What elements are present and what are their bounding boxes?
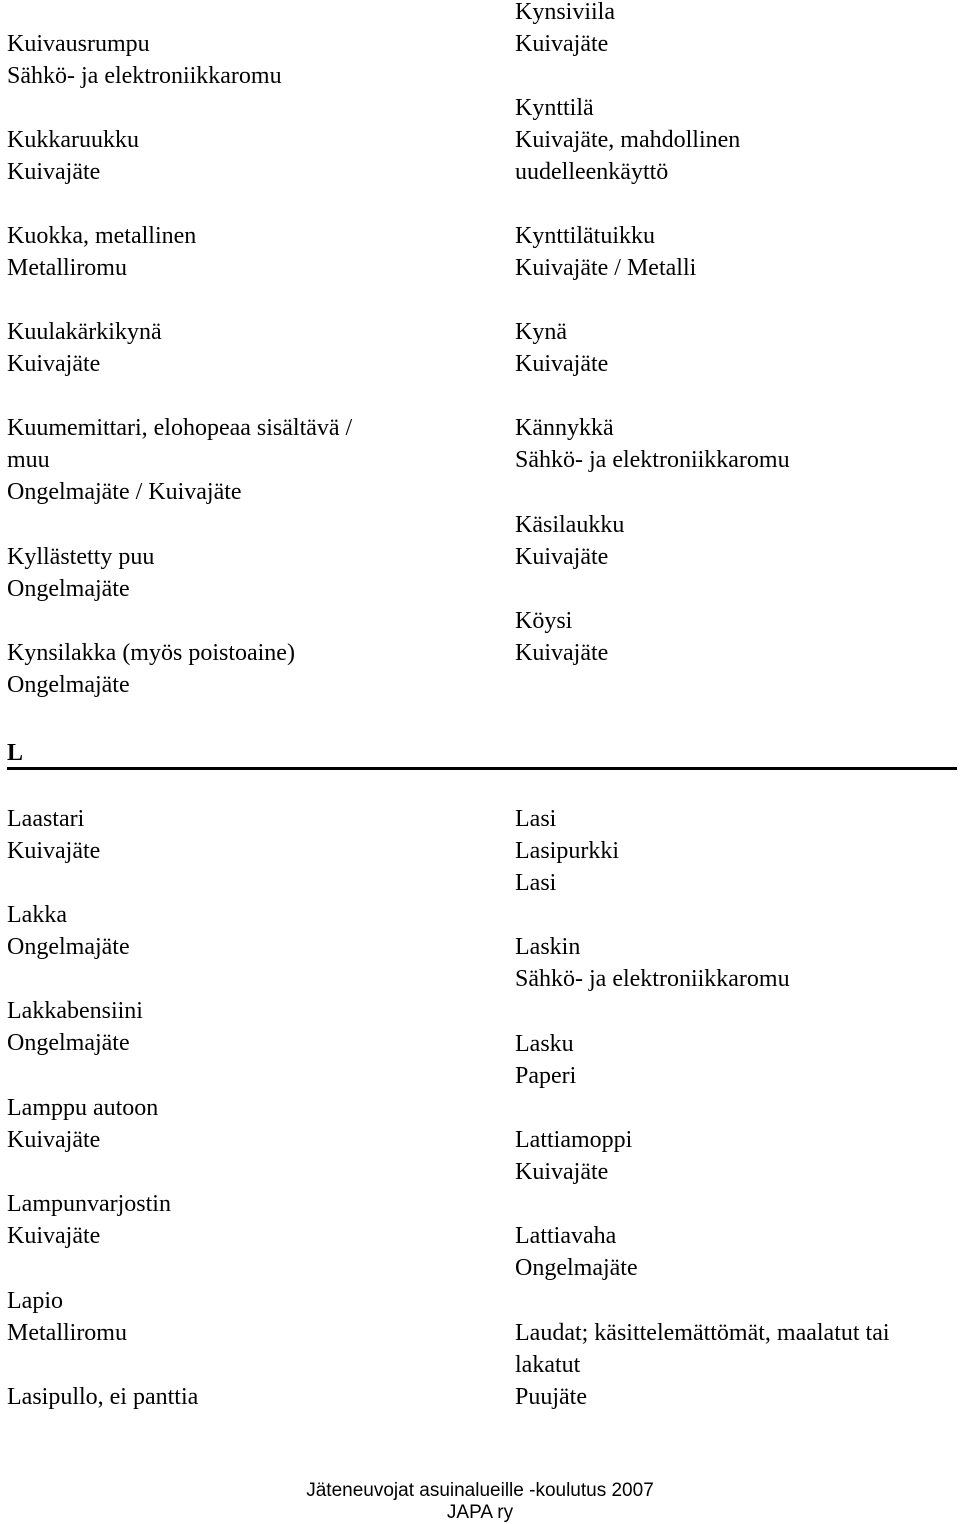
section-letter-l: L	[7, 740, 24, 766]
item-name: Lasi	[515, 806, 557, 832]
item-name-continued: muu	[7, 447, 50, 473]
item-name: Lakkabensiini	[7, 998, 143, 1024]
item-name: Köysi	[515, 608, 573, 634]
entry-laskin	[515, 931, 790, 995]
section-divider	[7, 767, 957, 770]
waste-category: Ongelmajäte / Kuivajäte	[7, 479, 242, 505]
entry-laudat	[515, 1317, 890, 1413]
waste-category: Metalliromu	[7, 255, 127, 281]
entry-kasilaukku	[515, 509, 624, 573]
entry-kynsiviila	[515, 0, 615, 60]
entry-kyllastetty-puu	[7, 541, 154, 605]
entry-kannykka	[515, 412, 790, 476]
entry-kukkaruukku	[7, 124, 139, 188]
item-name: Kuulakärkikynä	[7, 319, 162, 345]
item-name: Kännykkä	[515, 415, 614, 441]
waste-category: Ongelmajäte	[7, 934, 130, 960]
waste-category: Kuivajäte	[515, 1159, 609, 1185]
entry-laastari	[7, 803, 100, 867]
waste-category: Kuivajäte	[7, 1223, 101, 1249]
waste-category: Ongelmajäte	[7, 1030, 130, 1056]
entry-lattiavaha	[515, 1220, 638, 1284]
waste-category: Kuivajäte	[515, 31, 609, 57]
footer-organization: JAPA ry	[446, 1502, 514, 1523]
item-name: Lasipullo, ei panttia	[7, 1384, 199, 1410]
entry-lasipurkki	[515, 835, 619, 899]
entry-kuokka	[7, 220, 196, 284]
entry-kynttilatuikku	[515, 220, 696, 284]
waste-category: Ongelmajäte	[7, 672, 130, 698]
waste-category: Sähkö- ja elektroniikkaromu	[7, 63, 282, 89]
footer-course-title: Jäteneuvojat asuinalueille -koulutus 2007	[306, 1480, 654, 1501]
entry-lasi	[515, 803, 556, 835]
item-name: Kuivausrumpu	[7, 31, 150, 57]
entry-lampunvarjostin	[7, 1188, 171, 1252]
item-name: Lattiamoppi	[515, 1127, 633, 1153]
item-name: Laastari	[7, 806, 85, 832]
waste-category-continued: uudelleenkäyttö	[515, 159, 669, 185]
waste-category: Ongelmajäte	[515, 1255, 638, 1281]
entry-koysi	[515, 605, 608, 669]
waste-category: Kuivajäte	[7, 838, 101, 864]
entry-lattiamoppi	[515, 1124, 632, 1188]
item-name: Kuumemittari, elohopeaa sisältävä /	[7, 415, 353, 441]
item-name: Käsilaukku	[515, 512, 625, 538]
entry-kuumemittari	[7, 412, 352, 508]
entry-lapio	[7, 1285, 127, 1349]
item-name: Kynsiviila	[515, 0, 615, 25]
item-name: Lapio	[7, 1288, 63, 1314]
waste-category: Kuivajäte	[515, 640, 609, 666]
item-name: Kynsilakka (myös poistoaine)	[7, 640, 295, 666]
item-name: Lakka	[7, 902, 67, 928]
item-name: Laskin	[515, 934, 581, 960]
waste-category: Sähkö- ja elektroniikkaromu	[515, 447, 790, 473]
entry-lakka	[7, 899, 130, 963]
waste-category: Sähkö- ja elektroniikkaromu	[515, 966, 790, 992]
waste-category: Puujäte	[515, 1384, 587, 1410]
item-name: Lampunvarjostin	[7, 1191, 171, 1217]
item-name: Kynttilä	[515, 95, 594, 121]
waste-category: Kuivajäte	[515, 351, 609, 377]
item-name: Lattiavaha	[515, 1223, 617, 1249]
waste-category: Kuivajäte	[7, 1127, 101, 1153]
item-name: Kynttilätuikku	[515, 223, 655, 249]
item-name: Kyllästetty puu	[7, 544, 155, 570]
item-name: Kukkaruukku	[7, 127, 139, 153]
entry-kynttila	[515, 92, 740, 188]
entry-lamppu-autoon	[7, 1092, 158, 1156]
waste-category: Metalliromu	[7, 1320, 127, 1346]
waste-category: Paperi	[515, 1063, 577, 1089]
item-name: Laudat; käsittelemättömät, maalatut tai	[515, 1320, 890, 1346]
item-name-continued: lakatut	[515, 1352, 581, 1378]
waste-category: Lasi	[515, 870, 557, 896]
entry-kuivausrumpu	[7, 28, 282, 92]
entry-kuulakarkikyna	[7, 316, 162, 380]
entry-lasku	[515, 1028, 576, 1092]
waste-category: Kuivajäte / Metalli	[515, 255, 697, 281]
entry-kynsilakka	[7, 637, 295, 701]
item-name: Lasipurkki	[515, 838, 619, 864]
item-name: Lasku	[515, 1031, 574, 1057]
entry-lakkabensiini	[7, 995, 143, 1059]
entry-lasipullo	[7, 1381, 198, 1413]
waste-category: Kuivajäte, mahdollinen	[515, 127, 741, 153]
entry-kyna	[515, 316, 608, 380]
item-name: Lamppu autoon	[7, 1095, 159, 1121]
waste-category: Ongelmajäte	[7, 576, 130, 602]
item-name: Kuokka, metallinen	[7, 223, 197, 249]
item-name: Kynä	[515, 319, 567, 345]
waste-category: Kuivajäte	[7, 159, 101, 185]
waste-category: Kuivajäte	[7, 351, 101, 377]
waste-category: Kuivajäte	[515, 544, 609, 570]
